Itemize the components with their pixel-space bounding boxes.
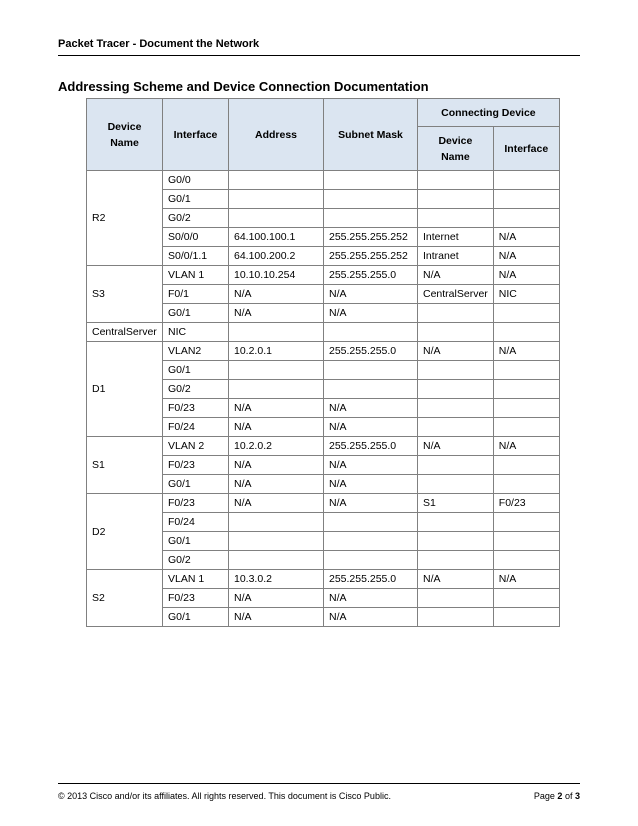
connected-device-cell: [418, 380, 494, 399]
connected-device-cell: [418, 513, 494, 532]
connected-device-cell: N/A: [418, 266, 494, 285]
address-cell: [229, 380, 324, 399]
address-cell: N/A: [229, 608, 324, 627]
header-interface: Interface: [163, 99, 229, 171]
interface-cell: F0/24: [163, 418, 229, 437]
connected-interface-cell: [493, 304, 559, 323]
subnet-mask-cell: N/A: [324, 285, 418, 304]
connected-device-cell: [418, 475, 494, 494]
connected-device-cell: [418, 399, 494, 418]
address-cell: N/A: [229, 456, 324, 475]
header-conn-device-name: Device Name: [418, 127, 494, 171]
interface-cell: F0/23: [163, 456, 229, 475]
subnet-mask-cell: 255.255.255.0: [324, 266, 418, 285]
connected-device-cell: N/A: [418, 342, 494, 361]
subnet-mask-cell: [324, 380, 418, 399]
footer-page-number: [534, 791, 580, 801]
connected-device-cell: Internet: [418, 228, 494, 247]
connected-device-cell: [418, 589, 494, 608]
table-row: [87, 171, 560, 190]
address-cell: [229, 361, 324, 380]
address-cell: [229, 551, 324, 570]
header-divider: [58, 55, 580, 56]
device-name-cell: R2: [87, 171, 163, 266]
connected-device-cell: [418, 361, 494, 380]
connected-interface-cell: [493, 361, 559, 380]
subnet-mask-cell: [324, 551, 418, 570]
connected-interface-cell: F0/23: [493, 494, 559, 513]
connected-device-cell: Intranet: [418, 247, 494, 266]
subnet-mask-cell: N/A: [324, 494, 418, 513]
connected-device-cell: [418, 209, 494, 228]
address-cell: N/A: [229, 304, 324, 323]
device-name-cell: D2: [87, 494, 163, 570]
address-cell: 64.100.100.1: [229, 228, 324, 247]
table-row: [87, 266, 560, 285]
subnet-mask-cell: 255.255.255.0: [324, 437, 418, 456]
page-of: of: [564, 791, 573, 801]
interface-cell: G0/1: [163, 190, 229, 209]
footer-copyright: © 2013 Cisco and/or its affiliates. All rights reserved. This document is Cisco Public.: [58, 791, 391, 801]
interface-cell: G0/1: [163, 608, 229, 627]
subnet-mask-cell: N/A: [324, 399, 418, 418]
subnet-mask-cell: N/A: [324, 456, 418, 475]
subnet-mask-cell: 255.255.255.0: [324, 570, 418, 589]
connected-device-cell: CentralServer: [418, 285, 494, 304]
connected-interface-cell: [493, 513, 559, 532]
subnet-mask-cell: [324, 513, 418, 532]
address-cell: N/A: [229, 494, 324, 513]
device-name-cell: S2: [87, 570, 163, 627]
header-subnet-mask: Subnet Mask: [324, 99, 418, 171]
subnet-mask-cell: [324, 209, 418, 228]
address-cell: 10.2.0.2: [229, 437, 324, 456]
header-device-name: Device Name: [87, 99, 163, 171]
connected-interface-cell: N/A: [493, 437, 559, 456]
subnet-mask-cell: 255.255.255.252: [324, 247, 418, 266]
address-cell: [229, 190, 324, 209]
connected-interface-cell: [493, 190, 559, 209]
connected-interface-cell: [493, 209, 559, 228]
connected-device-cell: [418, 608, 494, 627]
connected-device-cell: [418, 171, 494, 190]
subnet-mask-cell: [324, 171, 418, 190]
connected-interface-cell: [493, 323, 559, 342]
interface-cell: F0/23: [163, 589, 229, 608]
addressing-table: [86, 98, 560, 627]
address-cell: N/A: [229, 399, 324, 418]
header-connecting-device: Connecting Device: [418, 99, 560, 127]
table-row: [87, 323, 560, 342]
address-cell: 64.100.200.2: [229, 247, 324, 266]
interface-cell: VLAN2: [163, 342, 229, 361]
subnet-mask-cell: N/A: [324, 589, 418, 608]
interface-cell: S0/0/0: [163, 228, 229, 247]
address-cell: N/A: [229, 589, 324, 608]
page-prefix: Page: [533, 791, 555, 801]
connected-interface-cell: N/A: [493, 342, 559, 361]
connected-interface-cell: [493, 608, 559, 627]
connected-device-cell: [418, 456, 494, 475]
connected-device-cell: S1: [418, 494, 494, 513]
subnet-mask-cell: N/A: [324, 304, 418, 323]
device-name-cell: S1: [87, 437, 163, 494]
connected-interface-cell: [493, 399, 559, 418]
address-cell: 10.3.0.2: [229, 570, 324, 589]
connected-interface-cell: [493, 475, 559, 494]
interface-cell: S0/0/1.1: [163, 247, 229, 266]
page-header-title: Packet Tracer - Document the Network: [58, 38, 260, 50]
table-row: [87, 437, 560, 456]
subnet-mask-cell: [324, 361, 418, 380]
subnet-mask-cell: [324, 532, 418, 551]
interface-cell: VLAN 1: [163, 266, 229, 285]
connected-device-cell: [418, 190, 494, 209]
subnet-mask-cell: 255.255.255.0: [324, 342, 418, 361]
connected-device-cell: [418, 551, 494, 570]
address-cell: [229, 171, 324, 190]
subnet-mask-cell: N/A: [324, 608, 418, 627]
footer-divider: [58, 783, 580, 784]
connected-interface-cell: [493, 589, 559, 608]
address-cell: 10.10.10.254: [229, 266, 324, 285]
subnet-mask-cell: [324, 190, 418, 209]
header-address: Address: [229, 99, 324, 171]
interface-cell: F0/24: [163, 513, 229, 532]
interface-cell: VLAN 1: [163, 570, 229, 589]
interface-cell: G0/0: [163, 171, 229, 190]
connected-device-cell: [418, 532, 494, 551]
interface-cell: VLAN 2: [163, 437, 229, 456]
interface-cell: G0/2: [163, 380, 229, 399]
connected-interface-cell: [493, 532, 559, 551]
page-current: 2: [557, 791, 563, 801]
connected-device-cell: [418, 323, 494, 342]
address-cell: N/A: [229, 475, 324, 494]
connected-interface-cell: [493, 418, 559, 437]
connected-device-cell: N/A: [418, 437, 494, 456]
page-total: 3: [574, 791, 580, 801]
connected-interface-cell: [493, 171, 559, 190]
header-conn-interface: Interface: [493, 127, 559, 171]
interface-cell: F0/23: [163, 494, 229, 513]
connected-interface-cell: [493, 456, 559, 475]
interface-cell: G0/2: [163, 551, 229, 570]
interface-cell: G0/1: [163, 361, 229, 380]
connected-interface-cell: N/A: [493, 570, 559, 589]
address-cell: [229, 209, 324, 228]
connected-device-cell: [418, 418, 494, 437]
interface-cell: F0/23: [163, 399, 229, 418]
section-title: Addressing Scheme and Device Connection Documentation: [58, 79, 429, 94]
address-cell: [229, 323, 324, 342]
connected-interface-cell: N/A: [493, 247, 559, 266]
interface-cell: G0/1: [163, 475, 229, 494]
table-row: [87, 570, 560, 589]
table-row: [87, 342, 560, 361]
address-cell: N/A: [229, 418, 324, 437]
address-cell: N/A: [229, 285, 324, 304]
connected-interface-cell: NIC: [493, 285, 559, 304]
device-name-cell: S3: [87, 266, 163, 323]
table-body: [87, 171, 560, 627]
interface-cell: F0/1: [163, 285, 229, 304]
connected-device-cell: N/A: [418, 570, 494, 589]
interface-cell: G0/1: [163, 304, 229, 323]
address-cell: [229, 513, 324, 532]
address-cell: 10.2.0.1: [229, 342, 324, 361]
device-name-cell: CentralServer: [87, 323, 163, 342]
subnet-mask-cell: N/A: [324, 418, 418, 437]
connected-interface-cell: [493, 551, 559, 570]
connected-device-cell: [418, 304, 494, 323]
connected-interface-cell: [493, 380, 559, 399]
connected-interface-cell: N/A: [493, 266, 559, 285]
subnet-mask-cell: [324, 323, 418, 342]
connected-interface-cell: N/A: [493, 228, 559, 247]
interface-cell: G0/1: [163, 532, 229, 551]
device-name-cell: D1: [87, 342, 163, 437]
interface-cell: G0/2: [163, 209, 229, 228]
interface-cell: NIC: [163, 323, 229, 342]
subnet-mask-cell: N/A: [324, 475, 418, 494]
table-row: [87, 494, 560, 513]
subnet-mask-cell: 255.255.255.252: [324, 228, 418, 247]
address-cell: [229, 532, 324, 551]
